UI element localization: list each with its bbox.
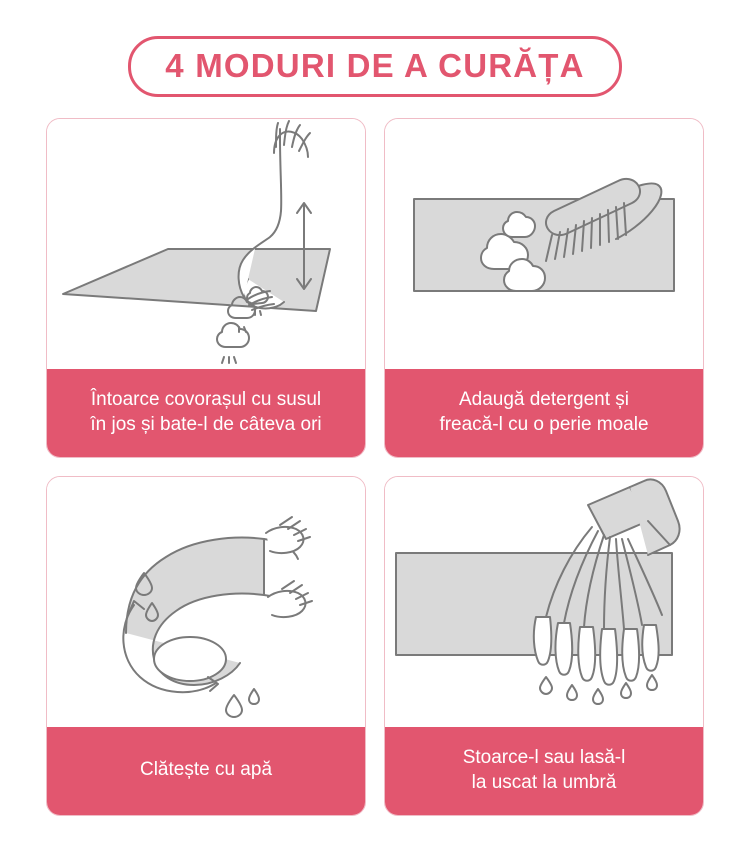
- caption-line: Adaugă detergent și: [458, 388, 630, 410]
- page-title: 4 MODURI DE A CURĂȚA: [165, 47, 585, 84]
- mat-rinse-water-illustration: [47, 477, 365, 727]
- steps-grid: [46, 118, 704, 816]
- mat-detergent-brush-illustration: [385, 119, 703, 369]
- caption-line: freacă-l cu o perie moale: [439, 414, 649, 435]
- caption-line: la uscat la umbră: [471, 772, 617, 793]
- step-caption: [385, 369, 703, 457]
- step-caption: [385, 727, 703, 815]
- caption-line: Clătește cu apă: [139, 759, 273, 781]
- mat-shake-out-illustration: [47, 119, 365, 369]
- caption-line: Întoarce covorașul cu susul: [90, 388, 322, 410]
- title-pill: [128, 36, 621, 97]
- step-caption: [47, 727, 365, 815]
- step-card-brush: [384, 118, 704, 458]
- title-section: [0, 0, 750, 97]
- step-caption: [47, 369, 365, 457]
- step-card-dry: [384, 476, 704, 816]
- mat-shower-dry-illustration: [385, 477, 703, 727]
- step-card-shake: [46, 118, 366, 458]
- step-card-rinse: [46, 476, 366, 816]
- caption-line: în jos și bate-l de câteva ori: [90, 414, 322, 435]
- caption-line: Stoarce-l sau lasă-l: [462, 746, 626, 768]
